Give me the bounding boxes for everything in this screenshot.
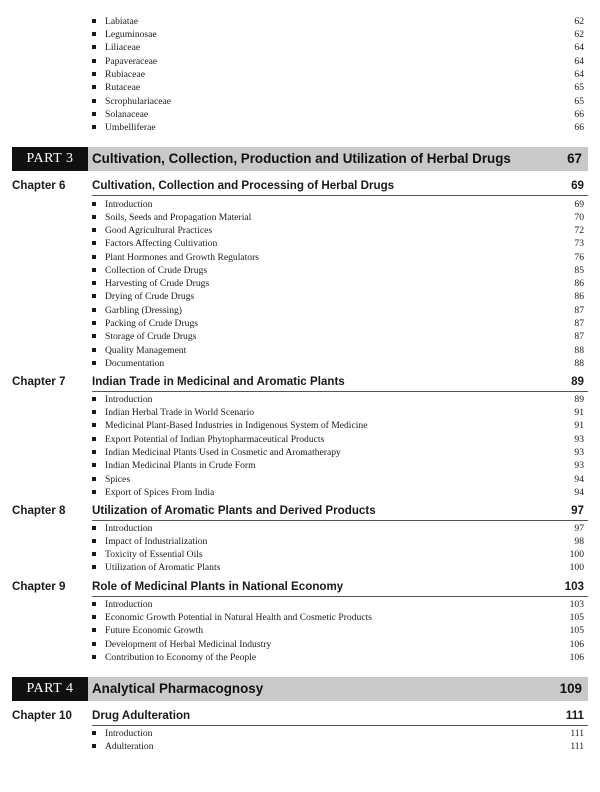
- chapter-rule: [92, 725, 588, 726]
- chapter-9-heading: [12, 578, 588, 596]
- bullet-icon: [92, 437, 96, 441]
- bullet-icon: [92, 202, 96, 206]
- list-item: Collection of Crude Drugs 85: [92, 264, 584, 277]
- chapter-8-heading: [12, 502, 588, 520]
- list-item: Papaveraceae 64: [92, 55, 584, 68]
- list-item: Packing of Crude Drugs 87: [92, 317, 584, 330]
- list-item: Spices 94: [92, 473, 584, 486]
- list-item: Toxicity of Essential Oils 100: [92, 548, 584, 561]
- list-item: Medicinal Plant-Based Industries in Indigenous System of Medicine 91: [92, 419, 584, 432]
- list-item: Indian Herbal Trade in World Scenario 91: [92, 406, 584, 419]
- part-4-page: 109: [559, 681, 582, 696]
- bullet-icon: [92, 99, 96, 103]
- chapter-title: Indian Trade in Medicinal and Aromatic Plants: [92, 375, 345, 388]
- chapter-title: Cultivation, Collection and Processing of Herbal Drugs: [92, 179, 395, 192]
- bullet-icon: [92, 397, 96, 401]
- list-item: Umbelliferae 66: [92, 121, 584, 134]
- chapter-label: Chapter 7: [12, 375, 66, 388]
- list-item: Introduction 89: [92, 393, 584, 406]
- bullet-icon: [92, 361, 96, 365]
- chapter-title: Drug Adulteration: [92, 709, 191, 722]
- list-item: Introduction 111: [92, 727, 584, 740]
- list-item: Documentation 88: [92, 357, 584, 370]
- bullet-icon: [92, 59, 96, 63]
- list-item: Garbling (Dressing) 87: [92, 304, 584, 317]
- bullet-icon: [92, 72, 96, 76]
- bullet-icon: [92, 268, 96, 272]
- bullet-icon: [92, 628, 96, 632]
- bullet-icon: [92, 655, 96, 659]
- list-item: Adulteration 111: [92, 740, 584, 753]
- bullet-icon: [92, 450, 96, 454]
- bullet-icon: [92, 526, 96, 530]
- part-3-title: Cultivation, Collection, Production and Utilization of Herbal Drugs: [92, 151, 511, 166]
- bullet-icon: [92, 228, 96, 232]
- chapter-rule: [92, 596, 588, 597]
- bullet-icon: [92, 281, 96, 285]
- list-item: Indian Medicinal Plants in Crude Form 93: [92, 459, 584, 472]
- bullet-icon: [92, 308, 96, 312]
- chapter-label: Chapter 9: [12, 580, 66, 593]
- list-item: Scrophulariaceae 65: [92, 95, 584, 108]
- chapter-page: 103: [564, 580, 584, 593]
- bullet-icon: [92, 602, 96, 606]
- bullet-icon: [92, 334, 96, 338]
- chapter-page: 111: [565, 709, 584, 722]
- list-item: Rubiaceae 64: [92, 68, 584, 81]
- bullet-icon: [92, 423, 96, 427]
- list-item: Solanaceae 66: [92, 108, 584, 121]
- list-item: Future Economic Growth 105: [92, 624, 584, 637]
- chapter-label: Chapter 10: [12, 709, 72, 722]
- list-item: Export Potential of Indian Phytopharmaceutical Products 93: [92, 433, 584, 446]
- part-4-tag: PART 4: [12, 677, 88, 701]
- chapter-title: Utilization of Aromatic Plants and Derived Products: [92, 504, 376, 517]
- bullet-icon: [92, 45, 96, 49]
- bullet-icon: [92, 539, 96, 543]
- chapter-page: 97: [571, 504, 584, 517]
- list-item: Utilization of Aromatic Plants 100: [92, 561, 584, 574]
- bullet-icon: [92, 19, 96, 23]
- part-3-tag: PART 3: [12, 147, 88, 171]
- chapter-6-heading: [12, 177, 588, 195]
- part-4-header: [12, 677, 588, 701]
- list-item: Labiatae 62: [92, 15, 584, 28]
- bullet-icon: [92, 241, 96, 245]
- list-item: Liliaceae 64: [92, 41, 584, 54]
- chapter-label: Chapter 8: [12, 504, 66, 517]
- part-3-page: 67: [567, 151, 582, 166]
- list-item: Harvesting of Crude Drugs 86: [92, 277, 584, 290]
- list-item: Rutaceae 65: [92, 81, 584, 94]
- part-4-title: Analytical Pharmacognosy: [92, 681, 264, 696]
- chapter-rule: [92, 195, 588, 196]
- list-item: Storage of Crude Drugs 87: [92, 330, 584, 343]
- bullet-icon: [92, 215, 96, 219]
- bullet-icon: [92, 552, 96, 556]
- chapter-page: 69: [571, 179, 584, 192]
- bullet-icon: [92, 32, 96, 36]
- list-item: Export of Spices From India 94: [92, 486, 584, 499]
- list-item: Introduction 69: [92, 198, 584, 211]
- bullet-icon: [92, 255, 96, 259]
- bullet-icon: [92, 731, 96, 735]
- bullet-icon: [92, 642, 96, 646]
- bullet-icon: [92, 410, 96, 414]
- chapter-rule: [92, 520, 588, 521]
- bullet-icon: [92, 112, 96, 116]
- list-item: Drying of Crude Drugs 86: [92, 290, 584, 303]
- list-item: Soils, Seeds and Propagation Material 70: [92, 211, 584, 224]
- chapter-page: 89: [571, 375, 584, 388]
- list-item: Development of Herbal Medicinal Industry 106: [92, 638, 584, 651]
- list-item: Good Agricultural Practices 72: [92, 224, 584, 237]
- list-item: Economic Growth Potential in Natural Health and Cosmetic Products 105: [92, 611, 584, 624]
- list-item: Leguminosae 62: [92, 28, 584, 41]
- chapter-10-heading: [12, 707, 588, 725]
- bullet-icon: [92, 321, 96, 325]
- list-item: Introduction 103: [92, 598, 584, 611]
- bullet-icon: [92, 463, 96, 467]
- bullet-icon: [92, 565, 96, 569]
- chapter-rule: [92, 391, 588, 392]
- list-item: Introduction 97: [92, 522, 584, 535]
- list-item: Plant Hormones and Growth Regulators 76: [92, 251, 584, 264]
- list-item: Indian Medicinal Plants Used in Cosmetic and Aromatherapy 93: [92, 446, 584, 459]
- bullet-icon: [92, 125, 96, 129]
- chapter-label: Chapter 6: [12, 179, 66, 192]
- bullet-icon: [92, 294, 96, 298]
- bullet-icon: [92, 490, 96, 494]
- bullet-icon: [92, 477, 96, 481]
- list-item: Quality Management 88: [92, 344, 584, 357]
- chapter-7-heading: [12, 373, 588, 391]
- list-item: Factors Affecting Cultivation 73: [92, 237, 584, 250]
- part-3-header: [12, 147, 588, 171]
- bullet-icon: [92, 744, 96, 748]
- bullet-icon: [92, 615, 96, 619]
- list-item: Impact of Industrialization 98: [92, 535, 584, 548]
- list-item: Contribution to Economy of the People 106: [92, 651, 584, 664]
- bullet-icon: [92, 348, 96, 352]
- bullet-icon: [92, 85, 96, 89]
- chapter-title: Role of Medicinal Plants in National Economy: [92, 580, 344, 593]
